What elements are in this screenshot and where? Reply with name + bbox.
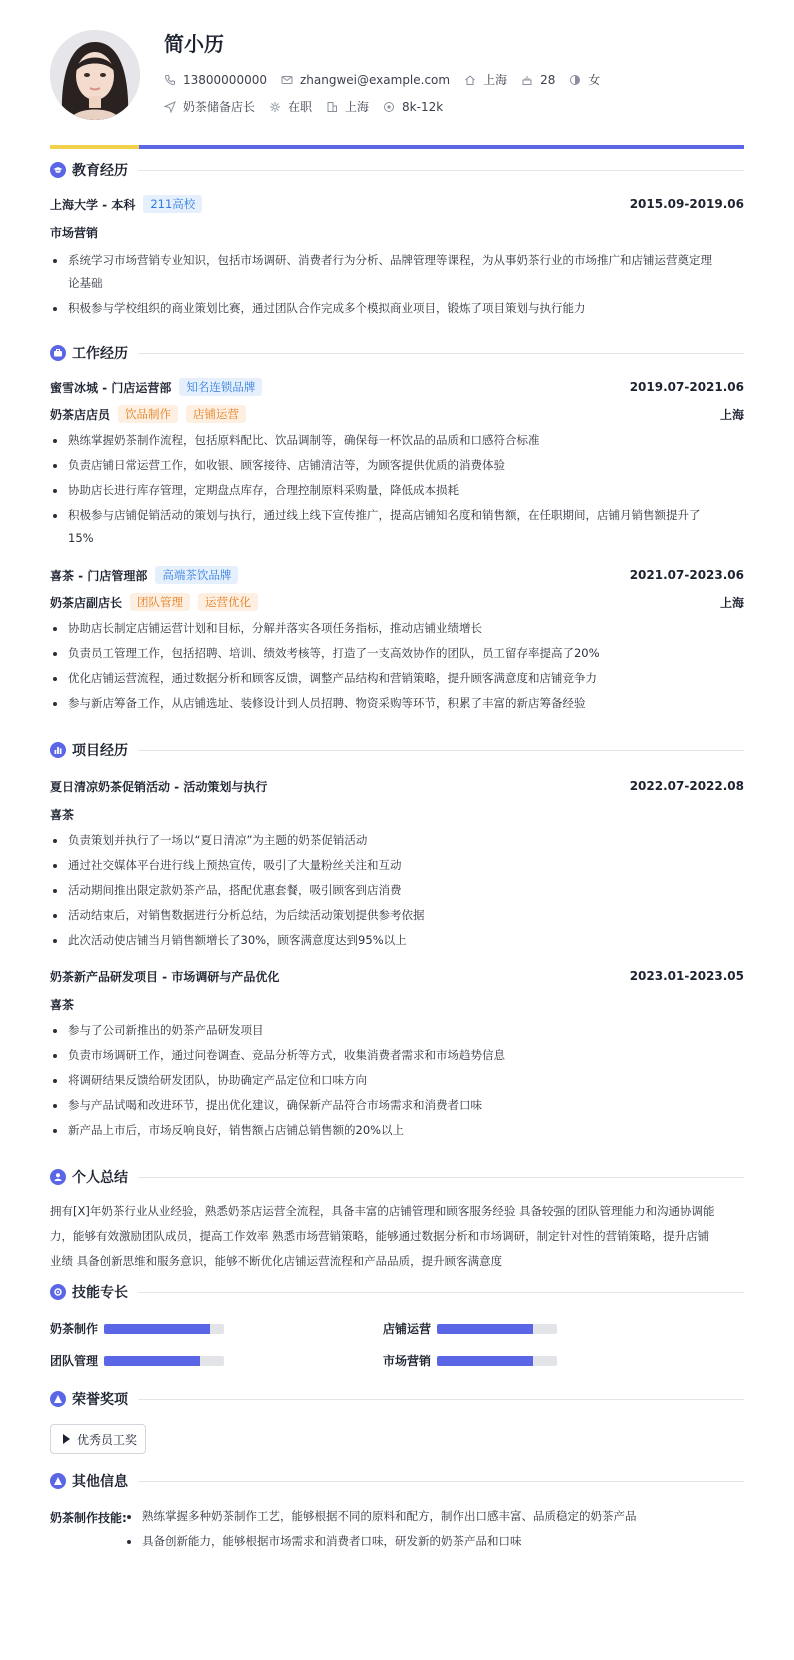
- section-title: 项目经历: [72, 743, 128, 759]
- home-icon: [464, 74, 476, 86]
- skill-item: [50, 1352, 224, 1369]
- avatar: [50, 30, 140, 120]
- skill-bar: [104, 1324, 224, 1334]
- role-tag: 团队管理: [130, 593, 190, 611]
- company-name: 蜜雪冰城 - 门店运营部: [50, 380, 172, 395]
- project-org: 喜茶: [50, 807, 75, 822]
- role-title: 奶茶店副店长: [50, 595, 123, 610]
- company-name: 喜茶 - 门店管理部: [50, 568, 148, 583]
- job-intent-row: [164, 98, 457, 115]
- section-title: 其他信息: [72, 1474, 128, 1490]
- money-icon: [383, 101, 395, 113]
- graduation-cap-icon: [50, 162, 66, 178]
- divider-accent: [50, 145, 139, 149]
- project-title: 奶茶新产品研发项目 - 市场调研与产品优化: [50, 969, 280, 984]
- company-row: [50, 565, 744, 585]
- project-header-row: [50, 966, 744, 986]
- candidate-name: 简小历: [164, 32, 224, 56]
- other-label: 奶茶制作技能:: [50, 1511, 127, 1525]
- list-item: 新产品上市后，市场反响良好，销售额占店铺总销售额的20%以上: [50, 1118, 744, 1143]
- skill-item: [383, 1320, 557, 1337]
- skill-name: 店铺运营: [383, 1322, 432, 1336]
- award-name: 优秀员工奖: [77, 1432, 138, 1447]
- skill-bar: [437, 1356, 557, 1366]
- section-title: 教育经历: [72, 163, 128, 179]
- age-info: [521, 73, 555, 87]
- phone-text: 13800000000: [183, 72, 267, 87]
- gender-text: 女: [588, 73, 601, 87]
- project-period: 2023.01-2023.05: [629, 969, 744, 983]
- section-rule: [138, 353, 744, 354]
- section-rule: [138, 1177, 744, 1178]
- list-item: 负责员工管理工作，包括招聘、培训、绩效考核等，打造了一支高效协作的团队，员工留存率提高了20%: [50, 641, 744, 666]
- work-entry: [50, 377, 744, 551]
- list-item: 将调研结果反馈给研发团队，协助确定产品定位和口味方向: [50, 1068, 744, 1093]
- info-icon: [50, 1473, 66, 1489]
- awards-section-header: [50, 1389, 744, 1409]
- work-period: 2021.07-2023.06: [629, 568, 744, 582]
- list-item: 活动结束后，对销售数据进行分析总结，为后续活动策划提供参考依据: [50, 903, 744, 928]
- summary-line: 拥有[X]年奶茶行业从业经验，熟悉奶茶店运营全流程，具备丰富的店铺管理和顾客服务经验 具备较强的团队管理能力和沟通协调能: [50, 1204, 715, 1218]
- skill-bar: [437, 1324, 557, 1334]
- list-item: 协助店长进行库存管理，定期盘点库存，合理控制原料采购量，降低成本损耗: [50, 478, 744, 503]
- resume-header: [50, 28, 744, 128]
- school-name: 上海大学 - 本科: [50, 197, 136, 212]
- list-item: 熟练掌握多种奶茶制作工艺，能够根据不同的原料和配方，制作出口感丰富、品质稳定的奶茶产品: [124, 1504, 744, 1529]
- list-item: 负责策划并执行了一场以“夏日清凉”为主题的奶茶促销活动: [50, 828, 744, 853]
- list-item: 积极参与店铺促销活动的策划与执行，通过线上线下宣传推广，提高店铺知名度和销售额，在任职期间，店铺月销售额提升了: [50, 503, 744, 528]
- skill-name: 市场营销: [383, 1354, 432, 1368]
- role-row: [50, 592, 744, 612]
- skill-name: 奶茶制作: [50, 1322, 99, 1336]
- skill-bar-fill: [437, 1324, 533, 1334]
- list-item: 参与产品试喝和改进环节，提出优化建议，确保新产品符合市场需求和消费者口味: [50, 1093, 744, 1118]
- send-icon: [164, 101, 176, 113]
- skill-bar-fill: [104, 1356, 200, 1366]
- work-entry: [50, 565, 744, 716]
- play-icon: [63, 1434, 70, 1444]
- education-section-header: [50, 160, 744, 180]
- skill-name: 团队管理: [50, 1354, 99, 1368]
- phone-info: [164, 73, 267, 87]
- list-item: 此次活动使店铺当月销售额增长了30%，顾客满意度达到95%以上: [50, 928, 744, 953]
- company-row: [50, 377, 744, 397]
- user-icon: [50, 1169, 66, 1185]
- bar-chart-icon: [50, 742, 66, 758]
- project-title: 夏日清凉奶茶促销活动 - 活动策划与执行: [50, 779, 268, 794]
- education-bullets: [50, 248, 744, 321]
- role-tag: 饮品制作: [118, 405, 178, 423]
- section-title: 个人总结: [72, 1170, 128, 1186]
- section-rule: [138, 750, 744, 751]
- award-item[interactable]: [50, 1424, 146, 1454]
- education-header-row: [50, 194, 744, 214]
- skill-bar: [104, 1356, 224, 1366]
- skill-bar-fill: [437, 1356, 533, 1366]
- gender-icon: [569, 74, 581, 86]
- skill-bar-fill: [104, 1324, 210, 1334]
- section-rule: [138, 1292, 744, 1293]
- list-item: 参与新店筹备工作，从店铺选址、装修设计到人员招聘、物资采购等环节，积累了丰富的新店筹备经验: [50, 691, 744, 716]
- city-info: [464, 71, 507, 88]
- mail-icon: [281, 74, 293, 86]
- contact-row: [164, 71, 614, 88]
- summary-line: 业绩 具备创新思维和服务意识，能够不断优化店铺运营流程和产品品质，提升顾客满意度: [50, 1254, 503, 1268]
- section-rule: [138, 170, 744, 171]
- status-text: 在职: [288, 100, 313, 114]
- list-item: 活动期间推出限定款奶茶产品，搭配优惠套餐，吸引顾客到店消费: [50, 878, 744, 903]
- project-entry: [50, 966, 744, 1143]
- gear-icon: [269, 101, 281, 113]
- project-entry: [50, 776, 744, 953]
- work-period: 2019.07-2021.06: [629, 380, 744, 394]
- phone-icon: [164, 74, 176, 86]
- project-org-row: [50, 994, 744, 1014]
- briefcase-icon: [50, 345, 66, 361]
- list-item-continuation: 15%: [68, 531, 94, 545]
- company-tag: 知名连锁品牌: [179, 378, 262, 396]
- section-rule: [138, 1399, 744, 1400]
- award-icon: [50, 1391, 66, 1407]
- list-item: 负责市场调研工作，通过问卷调查、竞品分析等方式，收集消费者需求和市场趋势信息: [50, 1043, 744, 1068]
- email-text: zhangwei@example.com: [299, 72, 451, 87]
- skills-icon: [50, 1284, 66, 1300]
- summary-text: [50, 1199, 744, 1274]
- skills-section-header: [50, 1282, 744, 1302]
- list-item-continuation: 论基础: [68, 276, 103, 290]
- other-bullets: [124, 1504, 744, 1554]
- project-org-row: [50, 804, 744, 824]
- target-job-text: 奶茶储备店长: [183, 100, 256, 114]
- work-bullets: [50, 616, 744, 716]
- role-row: [50, 404, 744, 424]
- summary-line: 力，能够有效激励团队成员，提高工作效率 熟悉市场营销策略，能够通过数据分析和市场调研，制定针对性的营销策略，提升店铺: [50, 1229, 710, 1243]
- project-org: 喜茶: [50, 997, 75, 1012]
- target-city-info: [326, 98, 369, 115]
- list-item: 优化店铺运营流程，通过数据分析和顾客反馈，调整产品结构和营销策略，提升顾客满意度和店铺竞争力: [50, 666, 744, 691]
- list-item: 协助店长制定店铺运营计划和目标，分解并落实各项任务指标，推动店铺业绩增长: [50, 616, 744, 641]
- list-item: 通过社交媒体平台进行线上预热宣传，吸引了大量粉丝关注和互动: [50, 853, 744, 878]
- list-item: 熟练掌握奶茶制作流程，包括原料配比、饮品调制等，确保每一杯饮品的品质和口感符合标准: [50, 428, 744, 453]
- education-period: 2015.09-2019.06: [629, 197, 744, 211]
- section-title: 荣誉奖项: [72, 1392, 128, 1408]
- skill-item: [383, 1352, 557, 1369]
- list-item: 参与了公司新推出的奶茶产品研发项目: [50, 1018, 744, 1043]
- work-location: 上海: [719, 407, 744, 422]
- summary-section-header: [50, 1167, 744, 1187]
- salary-text: 8k-12k: [402, 99, 444, 114]
- project-header-row: [50, 776, 744, 796]
- salary-info: [383, 100, 443, 114]
- role-tag: 运营优化: [198, 593, 258, 611]
- section-rule: [138, 1481, 744, 1482]
- work-section-header: [50, 343, 744, 363]
- role-title: 奶茶店店员: [50, 407, 111, 422]
- section-title: 技能专长: [72, 1285, 128, 1301]
- resume-page: [50, 0, 744, 1660]
- company-tag: 高端茶饮品牌: [155, 566, 238, 584]
- status-info: [269, 98, 312, 115]
- education-entry: [50, 194, 744, 321]
- major: 市场营销: [50, 225, 99, 240]
- list-item: 系统学习市场营销专业知识，包括市场调研、消费者行为分析、品牌管理等课程，为从事奶茶行业的市场推广和店铺运营奠定理: [50, 248, 744, 273]
- project-bullets: [50, 1018, 744, 1143]
- role-tag: 店铺运营: [186, 405, 246, 423]
- work-location: 上海: [719, 595, 744, 610]
- list-item: 具备创新能力，能够根据市场需求和消费者口味，研发新的奶茶产品和口味: [124, 1529, 744, 1554]
- skill-item: [50, 1320, 224, 1337]
- age-text: 28: [540, 72, 556, 87]
- section-title: 工作经历: [72, 346, 128, 362]
- header-divider: [50, 145, 744, 149]
- work-bullets: [50, 428, 744, 551]
- list-item: 负责店铺日常运营工作，如收银、顾客接待、店铺清洁等，为顾客提供优质的消费体验: [50, 453, 744, 478]
- email-info: [281, 73, 450, 87]
- cake-icon: [521, 74, 533, 86]
- list-item: 积极参与学校组织的商业策划比赛，通过团队合作完成多个模拟商业项目，锻炼了项目策划与执行能力: [50, 296, 744, 321]
- projects-section-header: [50, 740, 744, 760]
- gender-info: [569, 71, 600, 88]
- project-bullets: [50, 828, 744, 953]
- school-tag: 211高校: [143, 195, 202, 213]
- other-section-header: [50, 1471, 744, 1491]
- major-row: [50, 222, 744, 242]
- target-job-info: [164, 98, 255, 115]
- target-city-text: 上海: [345, 100, 370, 114]
- city-text: 上海: [483, 73, 508, 87]
- project-period: 2022.07-2022.08: [629, 779, 744, 793]
- building-icon: [326, 101, 338, 113]
